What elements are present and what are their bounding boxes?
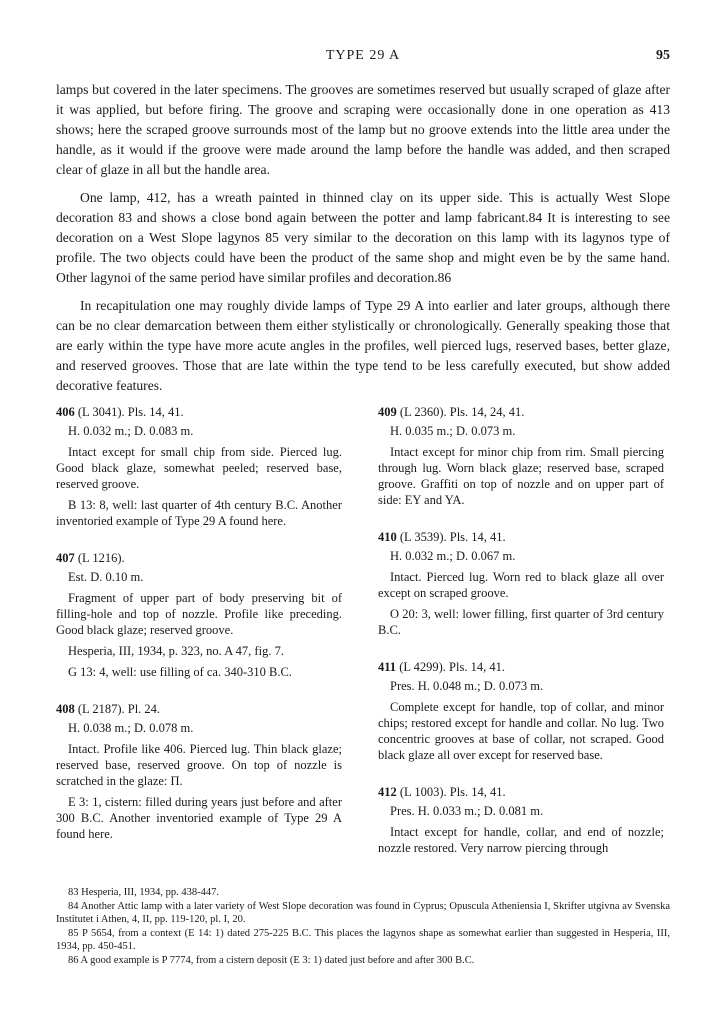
footnote-86: 86 A good example is P 7774, from a cistern deposit (E 3: 1) dated just before and after 300 B.C.: [68, 954, 475, 966]
entry-measurements: H. 0.038 m.; D. 0.078 m.: [68, 721, 194, 735]
entry-inventory: (L 2360). Pls. 14, 24, 41.: [399, 405, 525, 419]
entry-description: Intact. Pierced lug. Worn red to black glaze all over except on scraped groove.: [378, 570, 664, 600]
entry-inventory: (L 2187). Pl. 24.: [77, 702, 161, 716]
entry-description: Fragment of upper part of body preserving bit of filling-hole and top of nozzle. Profile like preceding. Good black glaze; reserved groove.: [56, 591, 342, 637]
entry-number: 411: [378, 660, 397, 674]
catalogue-left-column: [56, 404, 342, 863]
entry-description: Complete except for handle, top of collar, and minor chips; restored except for handle and collar. No lug. Two concentric grooves at base of collar, not scraped. Good black glaze all over except for reserved base.: [378, 700, 664, 762]
running-title: TYPE 29 A: [325, 48, 401, 63]
entry-description: Intact except for small chip from side. Pierced lug. Good black glaze, somewhat peeled; reserved base, reserved groove.: [56, 445, 342, 491]
main-text: [56, 80, 670, 404]
catalogue-entry-407: [56, 550, 342, 680]
entry-inventory: (L 3041). Pls. 14, 41.: [77, 405, 184, 419]
entry-number: 406: [56, 405, 75, 419]
running-header: [56, 48, 670, 68]
entry-inventory: (L 4299). Pls. 14, 41.: [399, 660, 505, 674]
entry-measurements: H. 0.035 m.; D. 0.073 m.: [390, 424, 516, 438]
paragraph-1: lamps but covered in the later specimens. The grooves are sometimes reserved but usually scraped of glaze after it was applied, but before firing. The groove and scraping were occasionally done in one operation as 413 shows; here the scraped groove surrounds most of the lamp but no groove extends into the little area under the handle, as it would if the groove were made around the lamp before the handle was added, and then scraped clear of glaze in all but the handle area.: [56, 82, 670, 177]
entry-heading: [378, 404, 664, 420]
entry-inventory: (L 3539). Pls. 14, 41.: [399, 530, 506, 544]
catalogue-entry-406: [56, 404, 342, 529]
catalogue-right-column: [378, 404, 664, 877]
footnote-85: 85 P 5654, from a context (E 14: 1) dated 275-225 B.C. This places the lagynos shape as somewhat earlier than suggested in Hesperia, III, 1934, pp. 450-451.: [56, 927, 670, 952]
catalogue-entry-410: [378, 529, 664, 638]
entry-heading: [56, 404, 342, 420]
footnotes: [56, 886, 670, 967]
catalogue-entry-411: [378, 659, 664, 763]
entry-reference: Hesperia, III, 1934, p. 323, no. A 47, fig. 7.: [68, 644, 284, 658]
entry-context: E 3: 1, cistern: filled during years just before and after 300 B.C. Another inventoried example of Type 29 A found here.: [56, 795, 342, 841]
entry-inventory: (L 1003). Pls. 14, 41.: [399, 785, 506, 799]
entry-heading: [378, 659, 664, 675]
entry-measurements: H. 0.032 m.; D. 0.067 m.: [390, 549, 516, 563]
entry-heading: [56, 701, 342, 717]
entry-measurements: Est. D. 0.10 m.: [68, 570, 144, 584]
catalogue-entry-408: [56, 701, 342, 842]
paragraph-2: One lamp, 412, has a wreath painted in thinned clay on its upper side. This is actually West Slope decoration 83 and shows a close bond again between the potter and lamp fabricant.84 It is interesting to see decoration on a West Slope lagynos 85 very similar to the decoration on this lamp with its lagynos type of profile. The two objects could have been the product of the same shop and might even be by the same hand. Other lagynoi of the same period have similar profiles and decoration.86: [56, 190, 670, 285]
entry-number: 407: [56, 551, 75, 565]
entry-number: 408: [56, 702, 75, 716]
entry-description: Intact except for handle, collar, and end of nozzle; nozzle restored. Very narrow piercing through: [378, 825, 664, 855]
paragraph-3: In recapitulation one may roughly divide lamps of Type 29 A into earlier and later groups, although there can be no clear demarcation between them either stylistically or chronologically. Generally speaking those that are early within the type have more acute angles in the profiles, well pierced lugs, reserved bases, better glaze, and reserved grooves. Those that are late within the type tend to be less carefully executed, but show added decorative features.: [56, 298, 670, 393]
catalogue-entry-412: [378, 784, 664, 856]
footnote-84: 84 Another Attic lamp with a later variety of West Slope decoration was found in Cyprus; Opuscula Atheniensia I, Skrifter utgivna av Svenska Institutet i Athen, 4, II, pp. 119-120, pl. I, 20.: [56, 900, 670, 925]
entry-number: 412: [378, 785, 397, 799]
entry-inventory: (L 1216).: [77, 551, 125, 565]
entry-description: Intact except for minor chip from rim. Small piercing through lug. Worn black glaze; reserved base, scraped groove. Graffiti on top of nozzle and on upper part of side: EY and YA.: [378, 445, 664, 507]
entry-measurements: H. 0.032 m.; D. 0.083 m.: [68, 424, 194, 438]
entry-measurements: Pres. H. 0.033 m.; D. 0.081 m.: [390, 804, 544, 818]
entry-context: B 13: 8, well: last quarter of 4th century B.C. Another inventoried example of Type 29 A found here.: [56, 498, 342, 528]
entry-measurements: Pres. H. 0.048 m.; D. 0.073 m.: [390, 679, 544, 693]
footnote-83: 83 Hesperia, III, 1934, pp. 438-447.: [68, 887, 220, 898]
entry-heading: [378, 784, 664, 800]
entry-number: 410: [378, 530, 397, 544]
page-number: 95: [656, 48, 670, 63]
entry-heading: [378, 529, 664, 545]
entry-context: G 13: 4, well: use filling of ca. 340-310 B.C.: [68, 665, 292, 679]
entry-description: Intact. Profile like 406. Pierced lug. Thin black glaze; reserved base, reserved groove. On top of nozzle is scratched in the glaze: Π.: [56, 742, 342, 788]
entry-context: O 20: 3, well: lower filling, first quarter of 3rd century B.C.: [378, 607, 664, 637]
catalogue-entry-409: [378, 404, 664, 508]
entry-number: 409: [378, 405, 397, 419]
entry-heading: [56, 550, 342, 566]
